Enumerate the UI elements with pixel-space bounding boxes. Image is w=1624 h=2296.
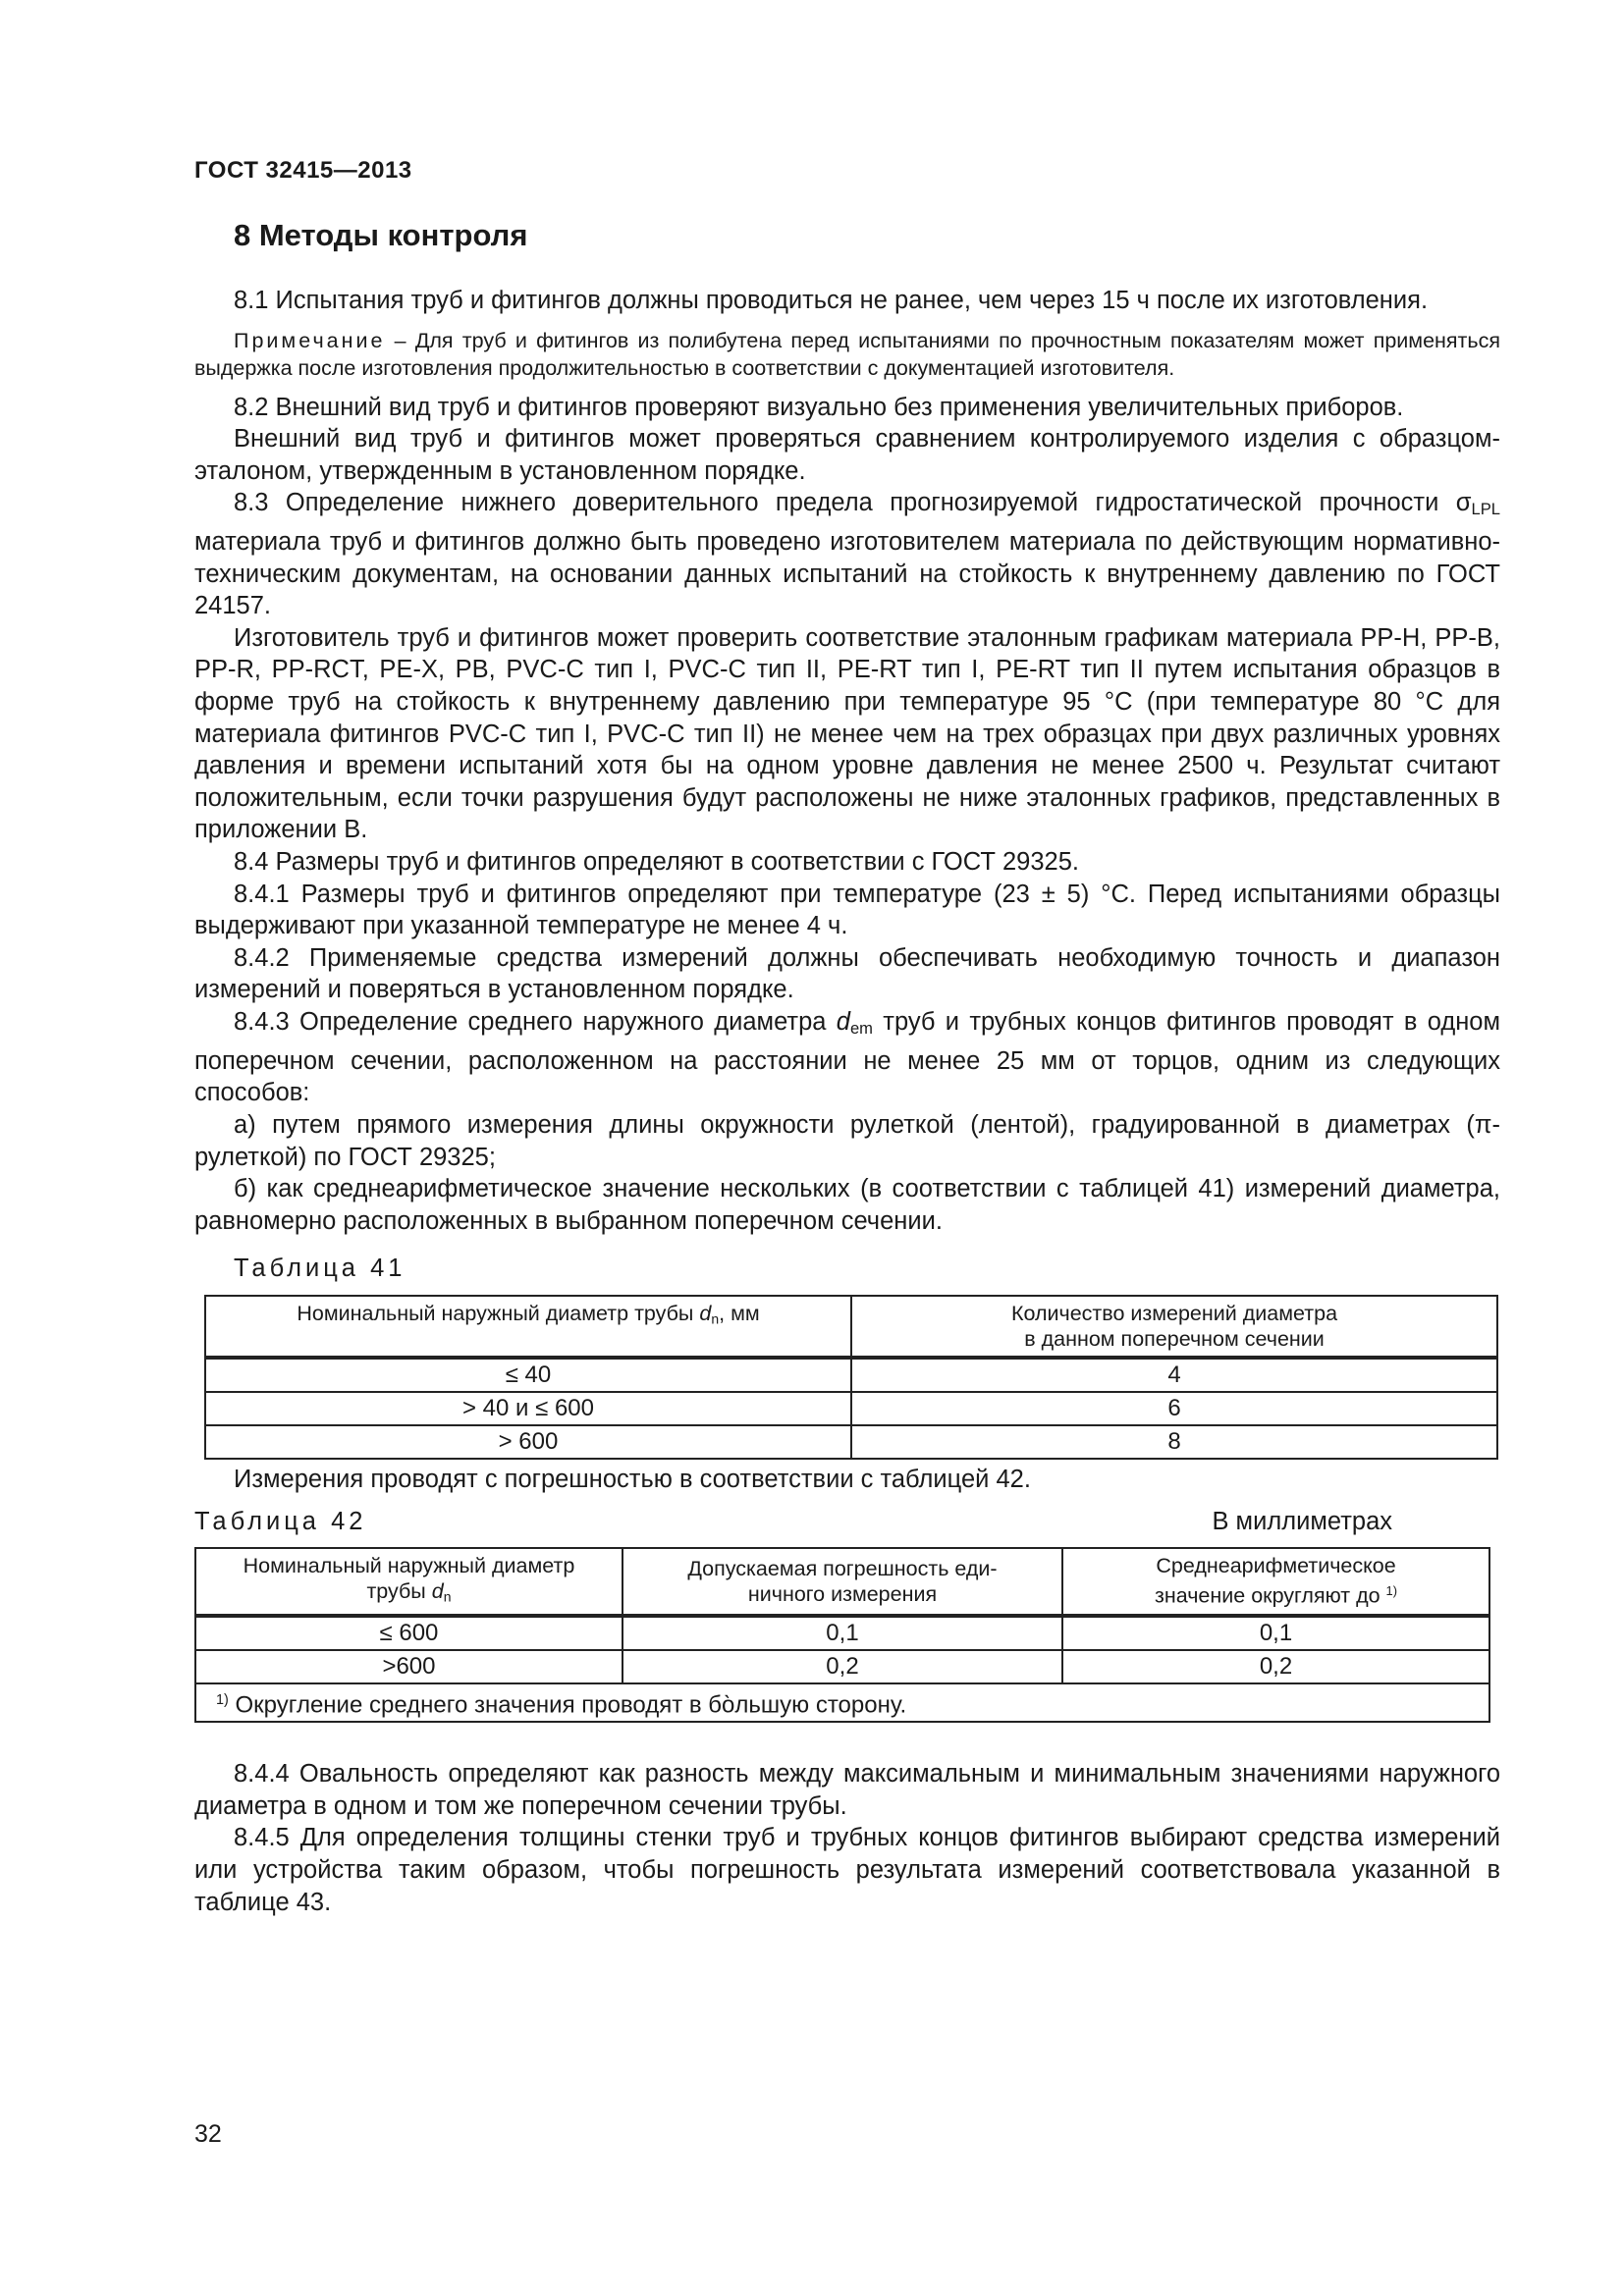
table-42-col1-header — [195, 1548, 623, 1615]
table-cell: > 40 и ≤ 600 — [205, 1392, 851, 1425]
paragraph-8-4-1: 8.4.1 Размеры труб и фитингов определяют при температуре (23 ± 5) °С. Перед испытаниями образцы выдерживают при указанной температуре не менее 4 ч. — [194, 880, 1500, 940]
t41-col1-sub: n — [711, 1310, 720, 1327]
t42-col3-line1: Среднеарифметическое — [1156, 1554, 1396, 1578]
table-41-col2-header — [851, 1296, 1497, 1358]
t42-col1-line1: Номинальный наружный диаметр — [243, 1554, 575, 1578]
table-41-col1-header — [205, 1296, 851, 1358]
t41-col1-var: d — [699, 1301, 712, 1325]
paragraph-8-4-2: 8.4.2 Применяемые средства измерений должны обеспечивать необходимую точность и диапазон измерений и поверяться в установленном порядке. — [194, 943, 1500, 1004]
p83-text-b: материала труб и фитингов должно быть проведено изготовителем материала по действующим нормативно-техническим документам, на основании данных испытаний на стойкость к внутреннему давлению по ГОСТ 24157. — [194, 528, 1500, 620]
t41-col1-b: , мм — [719, 1301, 760, 1325]
paragraph-8-1: 8.1 Испытания труб и фитингов должны проводиться не ранее, чем через 15 ч после их изготовления. — [234, 287, 1429, 314]
table-42-col3-header — [1062, 1548, 1489, 1615]
p843-text-a: 8.4.3 Определение среднего наружного диаметра — [234, 1008, 837, 1037]
paragraph-after-table-41: Измерения проводят с погрешностью в соответствии с таблицей 42. — [234, 1465, 1031, 1493]
table-42 — [194, 1547, 1490, 1723]
p83-subscript: LPL — [1471, 500, 1500, 519]
table-42-unit: В миллиметрах — [1212, 1507, 1392, 1535]
table-cell: > 600 — [205, 1425, 851, 1459]
table-41-header-row — [205, 1296, 1497, 1358]
table-cell: 8 — [851, 1425, 1497, 1459]
t41-col2-line2: в данном поперечном сечении — [1024, 1326, 1325, 1351]
table-cell: ≤ 600 — [195, 1616, 623, 1650]
t42-footnote-mark: 1) — [216, 1691, 229, 1708]
table-cell: 0,1 — [1062, 1616, 1489, 1650]
table-cell: 4 — [851, 1358, 1497, 1392]
t42-col1-var: d — [431, 1579, 444, 1604]
note-label: Примечание — [234, 328, 386, 352]
paragraph-8-3-c: Изготовитель труб и фитингов может проверить соответствие эталонным графикам материала PP-H, PP-B, PP-R, PP-RCT, PE-X, PB, PVC-C тип I, PVC-C тип II, PE-RT тип I, PE-RT тип II путем испытания образцов в форме труб на стойкость к внутреннему давлению при температуре 95 °С (при температуре 80 °С для материала фитингов PVC-C тип I, PVC-C тип II) не менее чем на трех образцах при двух различных уровнях давления и времени испытаний хотя бы на одном уровне давления не менее 2500 ч. Результат считают положительным, если точки разрушения будут расположены не ниже эталонных графиков, представленных в приложении В. — [194, 623, 1500, 844]
p843-var: d — [836, 1008, 850, 1037]
p843-subscript: em — [849, 1019, 873, 1039]
t42-col3-line2: значение округляют до — [1155, 1584, 1386, 1609]
p843-text-b: труб и трубных концов фитингов проводят в одном поперечном сечении, расположенном на расстоянии не менее 25 мм от торцов, одним из следующих способов: — [194, 1008, 1500, 1107]
t41-col2-line1: Количество измерений диаметра — [1010, 1301, 1338, 1325]
t42-col3-sup: 1) — [1385, 1583, 1398, 1599]
paragraph-8-4-4: 8.4.4 Овальность определяют как разность между максимальным и минимальным значениями наружного диаметра в одном и том же поперечном сечении трубы. — [194, 1760, 1500, 1820]
table-cell: 0,2 — [623, 1650, 1062, 1683]
document-body — [194, 285, 1500, 1918]
table-42-caption: Таблица 42 — [194, 1507, 367, 1535]
table-row — [195, 1650, 1489, 1683]
note — [194, 327, 1500, 382]
t42-col1-sub: n — [443, 1588, 452, 1605]
table-41-caption: Таблица 41 — [234, 1255, 406, 1283]
p83-text-a: 8.3 Определение нижнего доверительного предела прогнозируемой гидростатической прочности σ — [234, 489, 1472, 517]
table-42-footnote — [195, 1683, 1489, 1723]
page-number: 32 — [194, 2120, 222, 2148]
paragraph-8-4-3-b: б) как среднеарифметическое значение нескольких (в соответствии с таблицей 41) измерений диаметра, равномерно расположенных в выбранном поперечном сечении. — [194, 1175, 1500, 1235]
paragraph-8-4-5: 8.4.5 Для определения толщины стенки труб и трубных концов фитингов выбирают средства измерений или устройства таким образом, чтобы погрешность результата измерений соответствовала указанной в таблице 43. — [194, 1824, 1500, 1916]
table-row — [205, 1392, 1497, 1425]
paragraph-8-4-3 — [194, 1006, 1500, 1109]
table-cell: >600 — [195, 1650, 623, 1683]
table-42-col2-header — [623, 1548, 1062, 1615]
table-42-footnote-row — [195, 1683, 1489, 1723]
table-cell: 0,2 — [1062, 1650, 1489, 1683]
section-title: 8 Методы контроля — [234, 218, 528, 252]
paragraph-8-3 — [194, 487, 1500, 622]
table-row — [205, 1358, 1497, 1392]
table-41 — [204, 1295, 1498, 1460]
paragraph-8-2-b: Внешний вид труб и фитингов может проверяться сравнением контролируемого изделия с образцом-эталоном, утвержденным в установленном порядке. — [194, 425, 1500, 485]
table-42-header-row — [195, 1548, 1489, 1615]
table-cell: 0,1 — [623, 1616, 1062, 1650]
table-row — [205, 1425, 1497, 1459]
table-cell: ≤ 40 — [205, 1358, 851, 1392]
t41-col1-a: Номинальный наружный диаметр трубы — [297, 1301, 700, 1325]
note-text: – Для труб и фитингов из полибутена перед испытаниями по прочностным показателям может применяться выдержка после изготовления продолжительностью в соответствии с документацией изготовителя. — [194, 328, 1500, 380]
paragraph-8-4: 8.4 Размеры труб и фитингов определяют в соответствии с ГОСТ 29325. — [234, 848, 1079, 877]
table-row — [195, 1616, 1489, 1650]
paragraph-8-4-3-a: а) путем прямого измерения длины окружности рулеткой (лентой), градуированной в диаметрах (π-рулеткой) по ГОСТ 29325; — [194, 1110, 1500, 1171]
paragraph-8-2: 8.2 Внешний вид труб и фитингов проверяют визуально без применения увеличительных приборов. — [234, 393, 1404, 421]
table-cell: 6 — [851, 1392, 1497, 1425]
t42-col2-line1: Допускаемая погрешность еди- — [687, 1556, 998, 1580]
t42-footnote-text: Округление среднего значения проводят в бо̀льшую сторону. — [228, 1691, 907, 1719]
t42-col1-line2: трубы — [366, 1579, 432, 1604]
document-header: ГОСТ 32415—2013 — [194, 157, 412, 184]
table-42-caption-row — [194, 1506, 1500, 1538]
t42-col2-line2: ничного измерения — [747, 1581, 938, 1606]
